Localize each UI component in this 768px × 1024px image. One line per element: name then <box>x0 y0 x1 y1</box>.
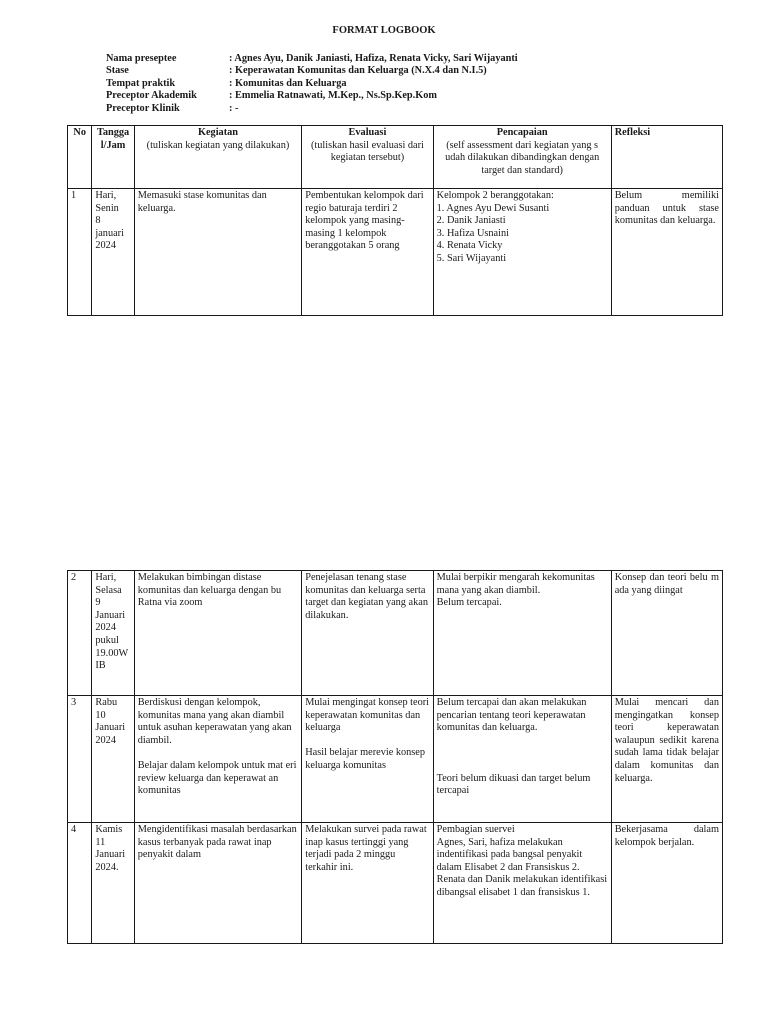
meta-row-tempat <box>106 78 518 90</box>
cell-pencapaian: Kelompok 2 beranggotakan: 1. Agnes Ayu Dewi Susanti 2. Danik Janiasti 3. Hafiza Usnaini 4. Renata Vicky 5. Sari Wijayanti <box>433 189 611 316</box>
table-row <box>68 189 723 316</box>
cell-pencapaian: Belum tercapai dan akan melakukan pencarian tentang teori keperawatan komunitas dan keluarga. Teori belum dikuasi dan target belum tercapai <box>433 696 611 823</box>
header-pencapaian-sub: (self assessment dari kegiatan yang s udah dilakukan dibandingkan dengan target dan standard) <box>445 139 600 176</box>
cell-kegiatan: Melakukan bimbingan distase komunitas dan keluarga dengan bu Ratna via zoom <box>134 571 301 696</box>
header-no: No <box>68 126 92 189</box>
cell-evaluasi: Pembentukan kelompok dari regio baturaja terdiri 2 kelompok yang masing-masing 1 kelompok beranggotakan 5 orang <box>302 189 433 316</box>
cell-refleksi: Mulai mencari dan mengingatkan konsep teori keperawatan walaupun sedikit karena sudah lama tidak belajar dalam komunitas dan keluarga. <box>611 696 722 823</box>
cell-kegiatan: Mengidentifikasi masalah berdasarkan kasus terbanyak pada rawat inap penyakit dalam <box>134 823 301 944</box>
logbook-meta <box>106 53 518 115</box>
cell-no: 1 <box>68 189 92 316</box>
meta-value: : Keperawatan Komunitas dan Keluarga (N.X.4 dan N.I.5) <box>229 65 487 77</box>
meta-key: Nama preseptee <box>106 53 177 64</box>
cell-refleksi: Belum memiliki panduan untuk stase komunitas dan keluarga. <box>611 189 722 316</box>
table-row <box>68 696 723 823</box>
meta-row-preseptee <box>106 53 518 65</box>
header-evaluasi-sub: (tuliskan hasil evaluasi dari kegiatan tersebut) <box>310 139 424 164</box>
meta-row-stase <box>106 65 518 77</box>
cell-pencapaian: Pembagian suervei Agnes, Sari, hafiza melakukan indentifikasi pada bangsal penyakit dalam Elisabet 2 dan Fransiskus 2. Renata dan Danik melakukan identifikasi dibangsal elisabet 1 dan fransiskus 1. <box>433 823 611 944</box>
cell-evaluasi: Mulai mengingat konsep teori keperawatan komunitas dan keluarga Hasil belajar merevie konsep keluarga komunitas <box>302 696 433 823</box>
cell-refleksi: Bekerjasama dalam kelompok berjalan. <box>611 823 722 944</box>
cell-tanggal: Hari, Senin 8 januari 2024 <box>92 189 134 316</box>
logbook-table-page-1 <box>67 125 723 316</box>
cell-refleksi: Konsep dan teori belu m ada yang diingat <box>611 571 722 696</box>
meta-value: : Agnes Ayu, Danik Janiasti, Hafiza, Renata Vicky, Sari Wijayanti <box>229 53 518 64</box>
logbook-table-page-2 <box>67 570 723 944</box>
header-refleksi: Refleksi <box>611 126 722 189</box>
meta-value: : Emmelia Ratnawati, M.Kep., Ns.Sp.Kep.Kom <box>229 90 437 102</box>
cell-no: 3 <box>68 696 92 823</box>
table-header-row <box>68 126 723 189</box>
cell-no: 4 <box>68 823 92 944</box>
meta-value: : - <box>229 102 239 114</box>
table-row <box>68 571 723 696</box>
document-title: FORMAT LOGBOOK <box>332 25 436 36</box>
meta-row-preceptor-klinik <box>106 103 518 115</box>
table-row <box>68 823 723 944</box>
meta-key: Tempat praktik <box>106 77 176 89</box>
cell-tanggal: Rabu 10 Januari 2024 <box>92 696 134 823</box>
header-kegiatan: Kegiatan (tuliskan kegiatan yang dilakukan) <box>134 126 301 189</box>
meta-key: Preceptor Akademik <box>106 90 197 102</box>
cell-evaluasi: Melakukan survei pada rawat inap kasus tertinggi yang terjadi pada 2 minggu terkahir ini. <box>302 823 433 944</box>
meta-key: Stase <box>106 65 129 77</box>
header-tanggal: Tangga l/Jam <box>92 126 134 189</box>
meta-row-preceptor-akademik <box>106 90 518 102</box>
cell-no: 2 <box>68 571 92 696</box>
header-pencapaian: Pencapaian (self assessment dari kegiatan yang s udah dilakukan dibandingkan dengan target dan standard) <box>433 126 611 189</box>
cell-kegiatan: Berdiskusi dengan kelompok, komunitas mana yang akan diambil untuk asuhan keperawatan yang akan diambil. Belajar dalam kelompok untuk mat eri review keluarga dan keperawat an komunitas <box>134 696 301 823</box>
meta-key: Preceptor Klinik <box>106 102 180 114</box>
header-kegiatan-sub: (tuliskan kegiatan yang dilakukan) <box>146 139 290 151</box>
cell-tanggal: Hari, Selasa 9 Januari 2024 pukul 19.00W IB <box>92 571 134 696</box>
cell-pencapaian: Mulai berpikir mengarah kekomunitas mana yang akan diambil. Belum tercapai. <box>433 571 611 696</box>
header-evaluasi: Evaluasi (tuliskan hasil evaluasi dari kegiatan tersebut) <box>302 126 433 189</box>
meta-value: : Komunitas dan Keluarga <box>229 77 347 89</box>
cell-evaluasi: Penejelasan tenang stase komunitas dan keluarga serta target dan kegiatan yang akan dilakukan. <box>302 571 433 696</box>
cell-kegiatan: Memasuki stase komunitas dan keluarga. <box>134 189 301 316</box>
cell-tanggal: Kamis 11 Januari 2024. <box>92 823 134 944</box>
